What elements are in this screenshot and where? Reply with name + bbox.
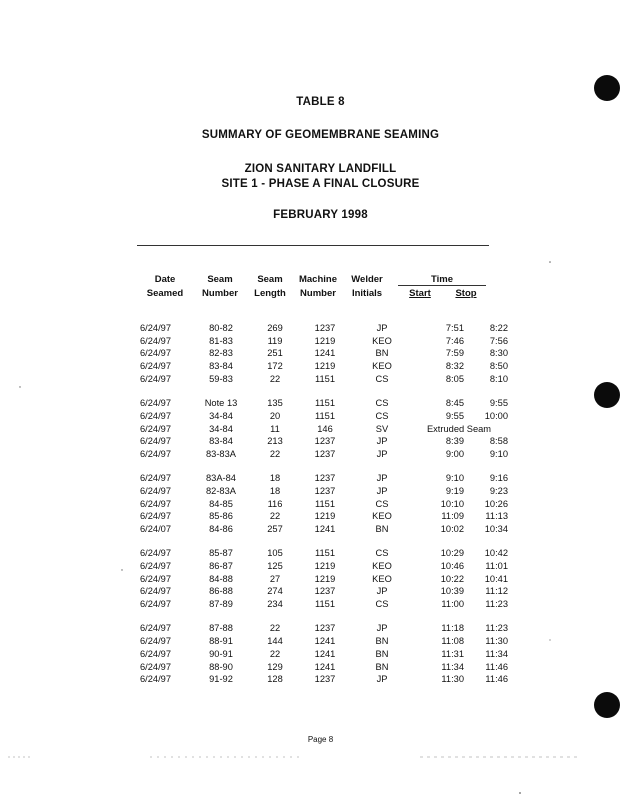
seam-number-cell: 83-84: [209, 436, 233, 447]
seam-length-cell: 129: [267, 661, 283, 672]
start-time-cell: 11:30: [441, 674, 464, 685]
start-time-cell: 11:00: [441, 599, 464, 610]
seam-number-cell: 86-88: [209, 586, 233, 597]
stop-time-cell: 8:10: [489, 373, 508, 384]
start-time-cell: 9:00: [445, 448, 464, 459]
machine-number-cell: 1151: [315, 498, 335, 509]
stop-time-cell: 11:23: [485, 599, 508, 610]
seam-number-cell: 83A-84: [206, 473, 236, 484]
seam-length-cell: 22: [269, 448, 281, 459]
site-name: ZION SANITARY LANDFILL: [244, 163, 397, 175]
col-welder-line2: Initials: [351, 288, 383, 299]
date-cell: 6/24/07: [140, 524, 172, 535]
site-phase: SITE 1 - PHASE A FINAL CLOSURE: [221, 178, 420, 190]
seam-length-cell: 172: [267, 361, 283, 372]
seam-number-cell: 82-83A: [206, 485, 236, 496]
col-seam-length-line1: Seam: [257, 274, 283, 285]
start-time-cell: 8:39: [445, 436, 464, 447]
page-number: Page 8: [307, 735, 334, 744]
stop-time-cell: 9:55: [489, 398, 508, 409]
start-time-cell: 10:29: [440, 548, 464, 559]
col-date-line2: Seamed: [146, 288, 184, 299]
start-time-cell: 8:32: [445, 361, 464, 372]
seam-length-cell: 11: [270, 423, 280, 434]
welder-initials-cell: JP: [376, 485, 388, 496]
start-time-cell: 10:22: [440, 573, 464, 584]
welder-initials-cell: KEO: [372, 335, 392, 346]
stop-time-cell: 11:46: [485, 661, 508, 672]
seam-number-cell: Note 13: [204, 398, 238, 409]
col-machine-line1: Machine: [298, 274, 337, 285]
start-time-cell: 9:10: [445, 473, 464, 484]
welder-initials-cell: JP: [376, 323, 388, 333]
note-cell: Extruded Seam: [426, 423, 492, 434]
date-cell: 6/24/97: [140, 561, 172, 572]
stop-time-cell: 11:13: [485, 511, 508, 522]
date-cell: 6/24/97: [140, 498, 172, 509]
col-start-header: Start: [409, 288, 431, 299]
start-time-cell: 8:45: [445, 398, 464, 409]
col-time-header: Time: [430, 274, 453, 285]
date-cell: 6/24/97: [140, 648, 172, 659]
start-time-cell: 7:59: [445, 348, 464, 359]
machine-number-cell: 1151: [315, 398, 335, 409]
start-time-cell: 11:08: [441, 636, 464, 647]
stop-time-cell: 10:26: [484, 498, 508, 509]
machine-number-cell: 1219: [314, 335, 336, 346]
seam-number-cell: 84-88: [209, 573, 233, 584]
machine-number-cell: 1151: [315, 410, 335, 421]
date-cell: 6/24/97: [140, 361, 172, 372]
machine-number-cell: 146: [317, 423, 333, 434]
start-time-cell: 7:46: [445, 335, 464, 346]
table-subtitle: SUMMARY OF GEOMEMBRANE SEAMING: [201, 129, 440, 141]
start-time-cell: 10:39: [440, 586, 464, 597]
date-cell: 6/24/97: [140, 448, 172, 459]
seam-number-cell: 83-83A: [206, 448, 236, 459]
machine-number-cell: 1237: [314, 586, 336, 597]
col-seam-length-line2: Length: [254, 288, 286, 299]
seam-length-cell: 22: [269, 648, 281, 659]
col-machine-line2: Number: [300, 288, 336, 299]
welder-initials-cell: CS: [375, 548, 389, 559]
seam-length-cell: 22: [269, 623, 281, 634]
welder-initials-cell: KEO: [372, 573, 392, 584]
seam-length-cell: 22: [269, 373, 281, 384]
seam-length-cell: 144: [267, 636, 283, 647]
date-cell: 6/24/97: [140, 636, 172, 647]
date-cell: 6/24/97: [140, 423, 172, 434]
date-cell: 6/24/97: [140, 436, 172, 447]
machine-number-cell: 1237: [314, 674, 336, 685]
stop-time-cell: 11:12: [485, 586, 508, 597]
welder-initials-cell: JP: [376, 674, 388, 685]
table-number: TABLE 8: [296, 96, 345, 108]
machine-number-cell: 1219: [314, 573, 336, 584]
machine-number-cell: 1219: [314, 561, 336, 572]
date-cell: 6/24/97: [140, 599, 172, 610]
date-cell: 6/24/97: [140, 335, 172, 346]
seam-length-cell: 105: [267, 548, 283, 559]
stop-time-cell: 7:56: [489, 335, 508, 346]
seam-number-cell: 83-84: [209, 361, 233, 372]
start-time-cell: 11:18: [441, 623, 464, 634]
stop-time-cell: 11:01: [485, 561, 508, 572]
machine-number-cell: 1237: [314, 485, 336, 496]
machine-number-cell: 1241: [314, 661, 336, 672]
report-date: FEBRUARY 1998: [273, 209, 368, 221]
date-cell: 6/24/97: [140, 623, 172, 634]
stop-time-cell: 9:16: [489, 473, 508, 484]
date-cell: 6/24/97: [140, 348, 172, 359]
seam-number-cell: 90-91: [209, 648, 233, 659]
seam-length-cell: 234: [267, 599, 283, 610]
welder-initials-cell: BN: [375, 636, 389, 647]
seam-number-cell: 59-83: [209, 373, 233, 384]
date-cell: 6/24/97: [140, 661, 172, 672]
seam-length-cell: 22: [269, 511, 281, 522]
seam-length-cell: 274: [267, 586, 283, 597]
seam-number-cell: 86-87: [209, 561, 233, 572]
welder-initials-cell: BN: [375, 661, 389, 672]
stop-time-cell: 10:41: [484, 573, 508, 584]
seam-number-cell: 81-83: [209, 335, 233, 346]
welder-initials-cell: BN: [375, 524, 389, 535]
stop-time-cell: 8:30: [489, 348, 508, 359]
date-cell: 6/24/97: [140, 548, 172, 559]
col-date-line1: Date: [154, 274, 176, 285]
welder-initials-cell: CS: [375, 398, 389, 409]
seam-number-cell: 88-90: [209, 661, 233, 672]
machine-number-cell: 1237: [314, 448, 336, 459]
welder-initials-cell: KEO: [372, 511, 392, 522]
machine-number-cell: 1219: [314, 361, 336, 372]
start-time-cell: 8:05: [445, 373, 464, 384]
stop-time-cell: 10:00: [484, 410, 508, 421]
machine-number-cell: 1151: [315, 548, 335, 559]
seam-number-cell: 91-92: [209, 674, 233, 685]
date-cell: 6/24/97: [140, 373, 172, 384]
stop-time-cell: 8:22: [489, 323, 508, 333]
stop-time-cell: 11:46: [485, 674, 508, 685]
machine-number-cell: 1241: [314, 348, 336, 359]
seam-length-cell: 18: [269, 485, 281, 496]
welder-initials-cell: KEO: [372, 361, 392, 372]
welder-initials-cell: JP: [376, 448, 388, 459]
date-cell: 6/24/97: [140, 323, 172, 333]
start-time-cell: 11:09: [441, 511, 464, 522]
stop-time-cell: 11:30: [485, 636, 508, 647]
welder-initials-cell: KEO: [372, 561, 392, 572]
col-seam-number-line2: Number: [202, 288, 238, 299]
seam-length-cell: 125: [267, 561, 283, 572]
col-seam-number-line1: Seam: [207, 274, 233, 285]
col-stop-header: Stop: [455, 288, 477, 299]
seam-length-cell: 27: [269, 573, 281, 584]
start-time-cell: 11:34: [441, 661, 464, 672]
seam-number-cell: 80-82: [209, 323, 233, 333]
seam-number-cell: 85-87: [209, 548, 233, 559]
machine-number-cell: 1219: [314, 511, 336, 522]
seam-number-cell: 84-86: [209, 524, 233, 535]
seam-length-cell: 116: [267, 498, 283, 509]
stop-time-cell: 11:23: [485, 623, 508, 634]
seam-number-cell: 82-83: [209, 348, 233, 359]
date-cell: 6/24/97: [140, 473, 172, 484]
welder-initials-cell: CS: [375, 410, 389, 421]
date-cell: 6/24/97: [140, 398, 172, 409]
machine-number-cell: 1237: [314, 436, 336, 447]
seam-length-cell: 135: [267, 398, 283, 409]
start-time-cell: 10:02: [440, 524, 464, 535]
stop-time-cell: 8:58: [489, 436, 508, 447]
stop-time-cell: 9:10: [489, 448, 508, 459]
seam-length-cell: 269: [267, 323, 283, 333]
seam-length-cell: 213: [267, 436, 283, 447]
stop-time-cell: 11:34: [485, 648, 508, 659]
welder-initials-cell: JP: [376, 436, 388, 447]
welder-initials-cell: JP: [376, 473, 388, 484]
machine-number-cell: 1151: [315, 599, 335, 610]
seam-number-cell: 84-85: [209, 498, 233, 509]
date-cell: 6/24/97: [140, 674, 172, 685]
seam-length-cell: 119: [267, 335, 283, 346]
welder-initials-cell: JP: [376, 586, 388, 597]
stop-time-cell: 10:42: [484, 548, 508, 559]
welder-initials-cell: CS: [375, 599, 389, 610]
welder-initials-cell: CS: [375, 373, 389, 384]
seam-length-cell: 257: [267, 524, 283, 535]
welder-initials-cell: JP: [376, 623, 388, 634]
seam-length-cell: 18: [269, 473, 281, 484]
stop-time-cell: 8:50: [489, 361, 508, 372]
seam-number-cell: 87-88: [209, 623, 233, 634]
machine-number-cell: 1237: [314, 473, 336, 484]
date-cell: 6/24/97: [140, 410, 172, 421]
start-time-cell: 10:46: [440, 561, 464, 572]
welder-initials-cell: SV: [375, 423, 389, 434]
date-cell: 6/24/97: [140, 511, 172, 522]
welder-initials-cell: CS: [375, 498, 389, 509]
seam-number-cell: 34-84: [209, 423, 233, 434]
machine-number-cell: 1237: [314, 623, 336, 634]
date-cell: 6/24/97: [140, 586, 172, 597]
start-time-cell: 11:31: [441, 648, 464, 659]
seam-number-cell: 34-84: [209, 410, 233, 421]
start-time-cell: 10:10: [440, 498, 464, 509]
machine-number-cell: 1241: [314, 636, 336, 647]
welder-initials-cell: BN: [375, 348, 389, 359]
seam-length-cell: 128: [267, 674, 283, 685]
start-time-cell: 9:19: [445, 485, 464, 496]
date-cell: 6/24/97: [140, 485, 172, 496]
welder-initials-cell: BN: [375, 648, 389, 659]
machine-number-cell: 1237: [314, 323, 336, 333]
seam-number-cell: 85-86: [209, 511, 233, 522]
stop-time-cell: 9:23: [489, 485, 508, 496]
seam-number-cell: 87-89: [209, 599, 233, 610]
machine-number-cell: 1241: [314, 524, 336, 535]
stop-time-cell: 10:34: [484, 524, 508, 535]
machine-number-cell: 1241: [314, 648, 336, 659]
seam-length-cell: 251: [267, 348, 283, 359]
start-time-cell: 7:51: [445, 323, 464, 333]
date-cell: 6/24/97: [140, 573, 172, 584]
seam-number-cell: 88-91: [209, 636, 233, 647]
seam-length-cell: 20: [269, 410, 281, 421]
start-time-cell: 9:55: [445, 410, 464, 421]
col-welder-line1: Welder: [351, 274, 383, 285]
machine-number-cell: 1151: [315, 373, 335, 384]
